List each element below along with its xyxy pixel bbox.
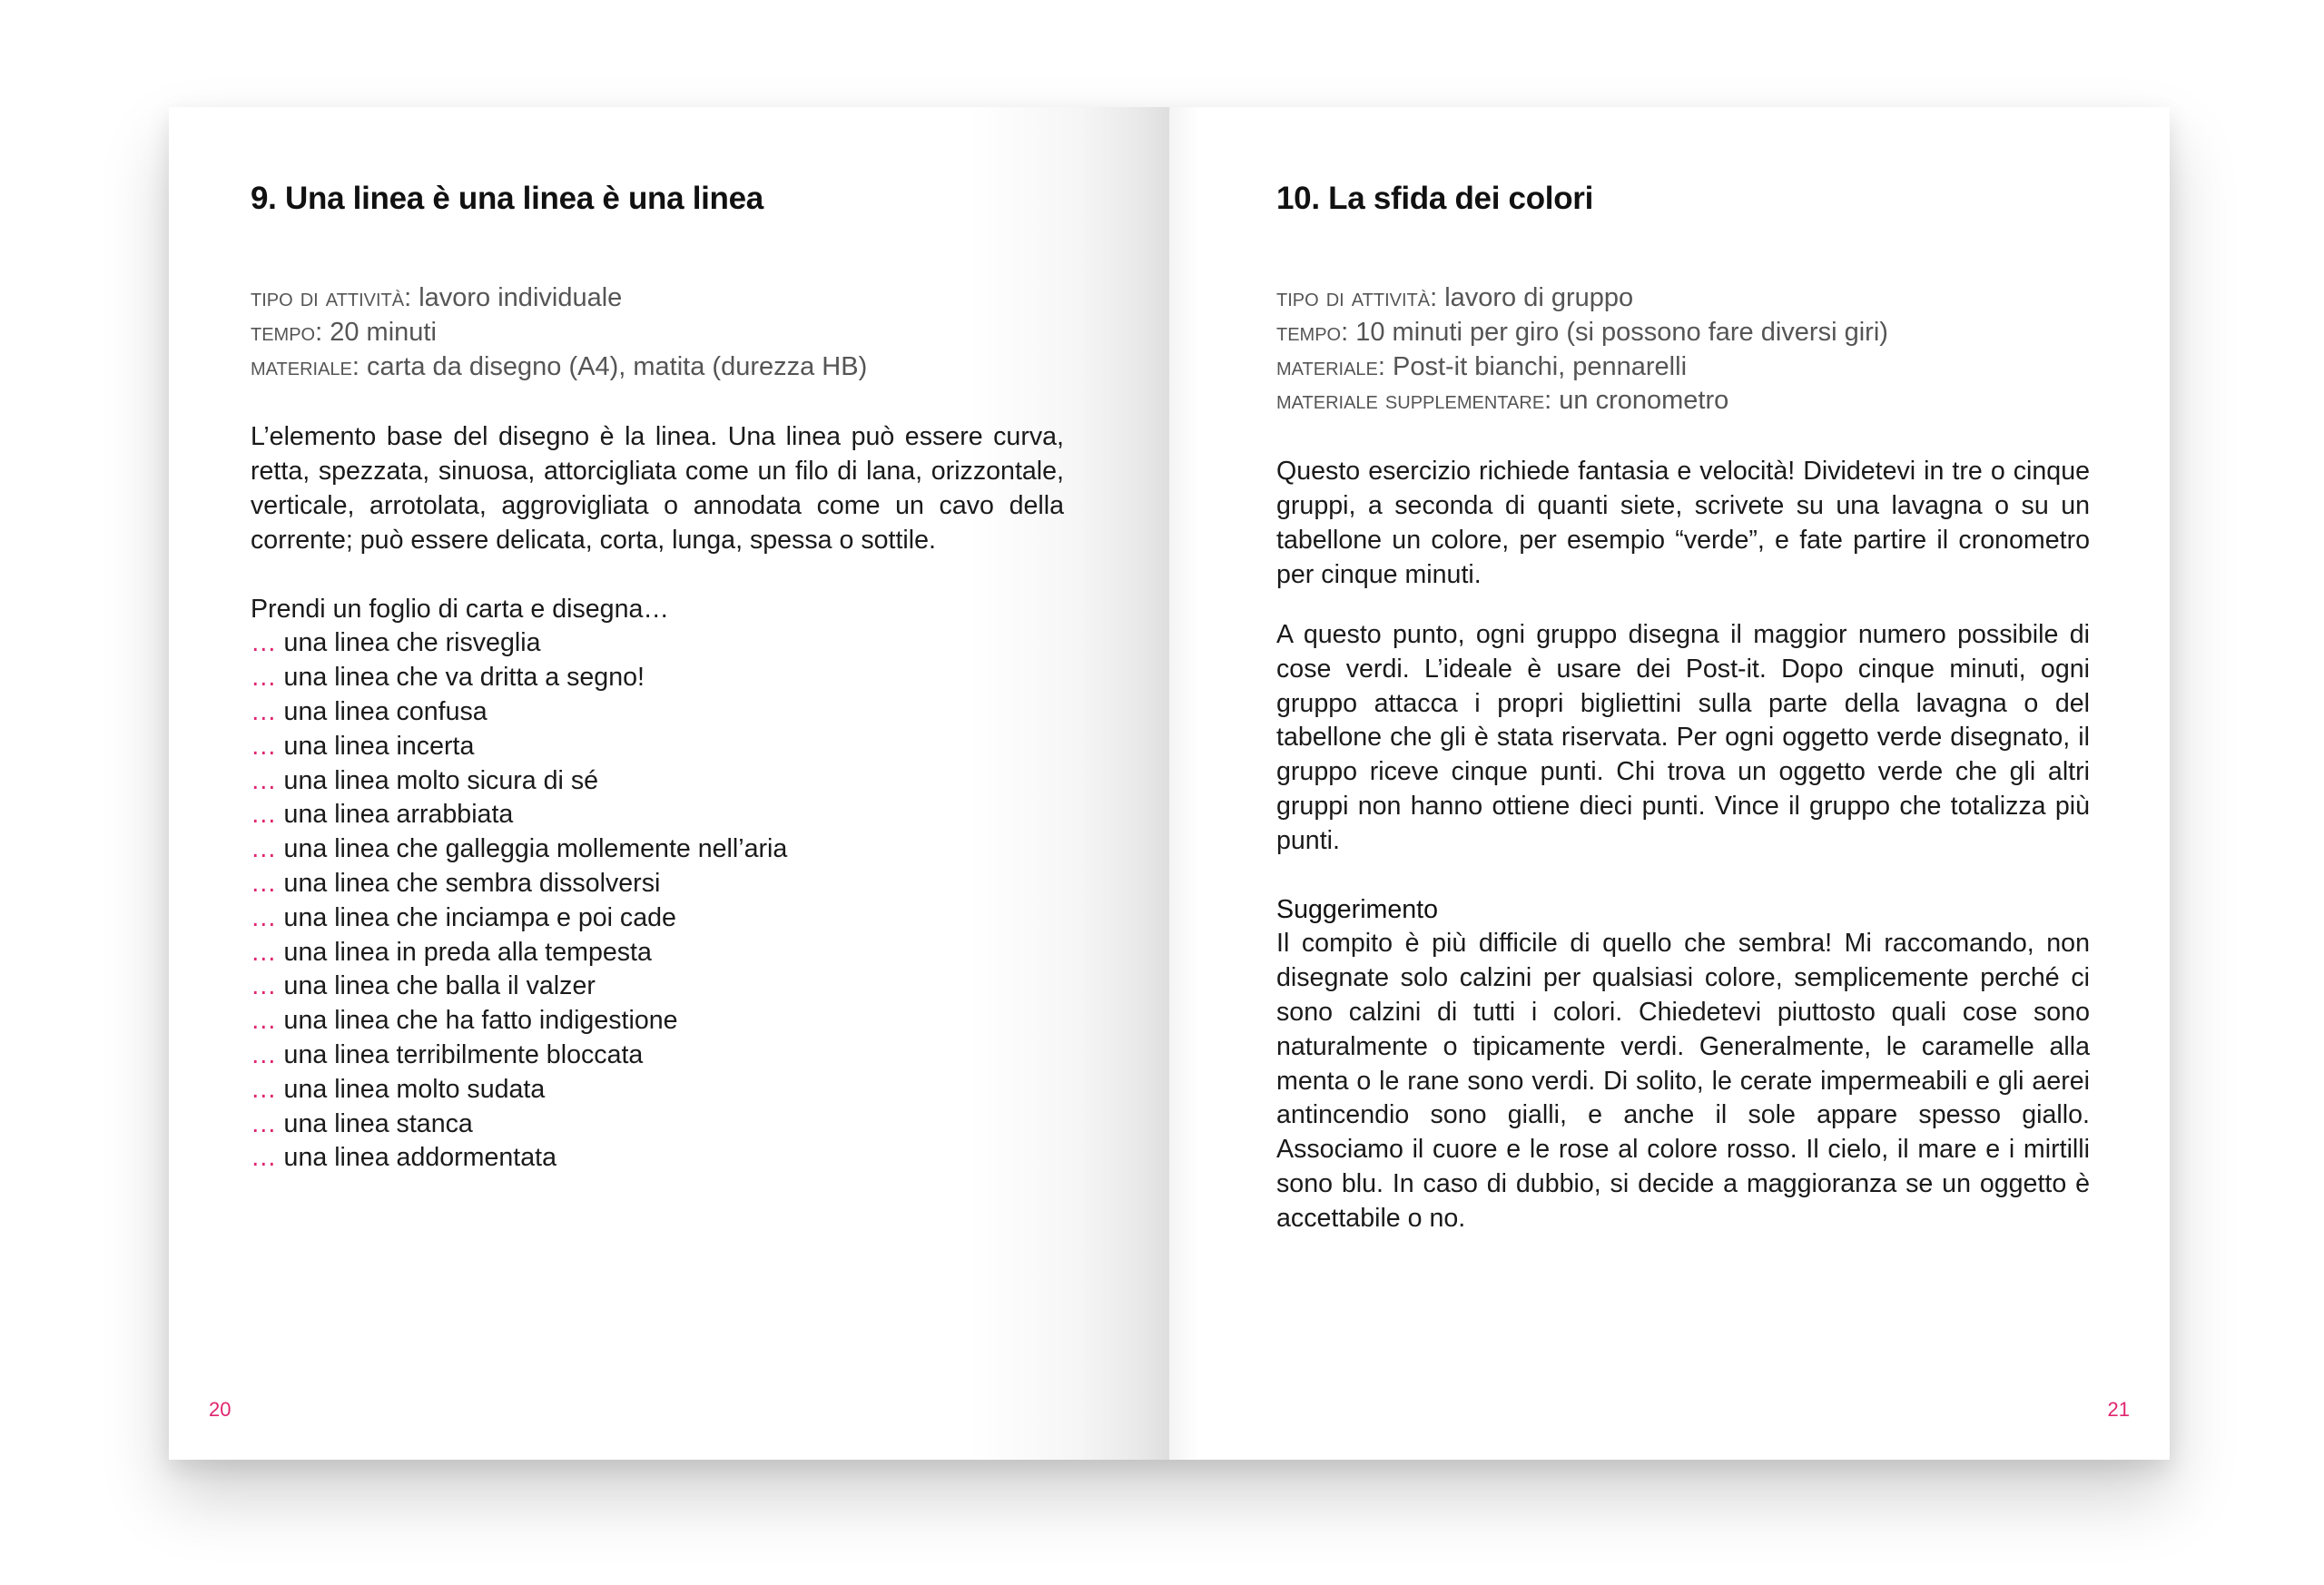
meta-label: materiale: xyxy=(1276,351,1385,381)
list-item-text: una linea terribilmente bloccata xyxy=(276,1039,644,1069)
page-number: 21 xyxy=(2107,1398,2130,1421)
ellipsis-bullet: … xyxy=(251,765,277,795)
list-item-text: una linea addormentata xyxy=(276,1143,556,1173)
ellipsis-bullet: … xyxy=(251,937,277,967)
activity-10-paragraph-1: Questo esercizio richiede fantasia e velocità! Dividetevi in tre o cinque gruppi, a seconda di quanti siete, scrivete su una lavagna o su un tabellone un colore, per esempio “verde”, e fate partire il cronometro per cinque minuti. xyxy=(1276,457,2090,589)
list-item xyxy=(251,936,1064,970)
meta-label: tipo di attività: xyxy=(1276,283,1438,312)
activity-10-paragraph-2: A questo punto, ogni gruppo disegna il maggior numero possibile di cose verdi. L’ideale è usare dei Post-it. Dopo cinque minuti, ogni gruppo attacca i propri bigliettini sulla parte della lavagna o del tabellone che gli è stata riservata. Per ogni oggetto verde disegnato, il gruppo riceve cinque punti. Chi trova un oggetto verde che gli altri gruppi non hanno ottiene dieci punti. Vince il gruppo che totalizza più punti. xyxy=(1276,619,2090,855)
list-item xyxy=(251,1039,1064,1073)
activity-9-meta xyxy=(251,281,1064,384)
meta-label: materiale supplementare: xyxy=(1276,386,1552,416)
book-spread xyxy=(169,107,2170,1460)
list-item xyxy=(251,867,1064,901)
meta-value: 10 minuti per giro (si possono fare diversi giri) xyxy=(1348,317,1888,347)
meta-row-time xyxy=(251,316,1064,350)
list-item-text: una linea in preda alla tempesta xyxy=(276,937,652,967)
tip-heading: Suggerimento xyxy=(1276,894,1439,924)
page-number: 20 xyxy=(209,1398,231,1421)
ellipsis-bullet: … xyxy=(251,731,277,761)
ellipsis-bullet: … xyxy=(251,902,277,932)
meta-row-extra-material xyxy=(1276,384,2090,418)
list-item xyxy=(251,695,1064,730)
ellipsis-bullet: … xyxy=(251,1108,277,1138)
ellipsis-bullet: … xyxy=(251,1039,277,1069)
meta-label: tempo: xyxy=(251,317,323,347)
list-item-text: una linea confusa xyxy=(276,696,487,726)
meta-value: carta da disegno (A4), matita (durezza HB) xyxy=(359,351,868,381)
list-item-text: una linea incerta xyxy=(276,731,475,761)
list-item-text: una linea molto sicura di sé xyxy=(276,765,599,795)
meta-row-time xyxy=(1276,316,2090,350)
list-item xyxy=(251,832,1064,867)
tip-paragraph: Il compito è più difficile di quello che sembra! Mi raccomando, non disegnate solo calzini per qualsiasi colore, semplicemente perché ci sono calzini di tutti i colori. Chiedetevi piuttosto quali cose sono naturalmente o tipicamente verdi. Generalmente, le caramelle alla menta o le rane sono verdi. Di solito, le cerate impermeabili e gli aerei antincendio sono gialli, e anche il sole appare spesso giallo. Associamo il cuore e le rose al colore rosso. Il cielo, il mare e i mirtilli sono blu. In caso di dubbio, si decide a maggioranza se un oggetto è accettabile o no. xyxy=(1276,929,2090,1233)
list-item-text: una linea molto sudata xyxy=(276,1074,546,1104)
ellipsis-bullet: … xyxy=(251,834,277,864)
ellipsis-bullet: … xyxy=(251,663,277,693)
meta-row-type xyxy=(251,281,1064,316)
meta-label: materiale: xyxy=(251,351,359,381)
list-item-text: una linea che balla il valzer xyxy=(276,971,596,1001)
right-page xyxy=(1169,107,2170,1460)
meta-value: lavoro di gruppo xyxy=(1437,283,1634,312)
list-item-text: una linea che risveglia xyxy=(276,628,541,658)
list-item-text: una linea che va dritta a segno! xyxy=(276,663,645,693)
ellipsis-bullet: … xyxy=(251,1143,277,1173)
meta-label: tempo: xyxy=(1276,317,1349,347)
ellipsis-bullet: … xyxy=(251,868,277,898)
ellipsis-bullet: … xyxy=(251,628,277,658)
meta-label: tipo di attività: xyxy=(251,283,412,312)
ellipsis-bullet: … xyxy=(251,1006,277,1036)
line-list xyxy=(251,593,1064,1176)
list-item-text: una linea che galleggia mollemente nell’aria xyxy=(276,834,788,864)
activity-9-title: 9. Una linea è una linea è una linea xyxy=(251,181,763,216)
meta-row-material xyxy=(251,350,1064,385)
list-item-text: una linea che sembra dissolversi xyxy=(276,868,661,898)
ellipsis-bullet: … xyxy=(251,696,277,726)
list-item xyxy=(251,1141,1064,1176)
list-item xyxy=(251,1108,1064,1142)
list-prompt: Prendi un foglio di carta e disegna… xyxy=(251,594,669,624)
meta-value: un cronometro xyxy=(1551,386,1729,416)
ellipsis-bullet: … xyxy=(251,800,277,830)
list-item xyxy=(251,970,1064,1004)
list-item-text: una linea arrabbiata xyxy=(276,800,514,830)
activity-9-intro: L’elemento base del disegno è la linea. Una linea può essere curva, retta, spezzata, sinuosa, attorcigliata come un filo di lana, orizzontale, verticale, arrotolata, aggrovigliata o annodata come un cavo della corrente; può essere delicata, corta, lunga, spessa o sottile. xyxy=(251,422,1064,555)
list-item xyxy=(251,626,1064,661)
left-page xyxy=(169,107,1169,1460)
left-page-content xyxy=(251,180,1064,1176)
list-item xyxy=(251,764,1064,799)
ellipsis-bullet: … xyxy=(251,1074,277,1104)
right-page-content xyxy=(1276,180,2090,1262)
list-item xyxy=(251,901,1064,936)
meta-row-material xyxy=(1276,350,2090,385)
list-item-text: una linea stanca xyxy=(276,1108,473,1138)
list-item-text: una linea che inciampa e poi cade xyxy=(276,902,676,932)
activity-10-title: 10. La sfida dei colori xyxy=(1276,181,1594,216)
meta-row-type xyxy=(1276,281,2090,316)
meta-value: Post-it bianchi, pennarelli xyxy=(1384,351,1688,381)
ellipsis-bullet: … xyxy=(251,971,277,1001)
list-item xyxy=(251,661,1064,695)
activity-10-meta xyxy=(1276,281,2090,418)
list-item-text: una linea che ha fatto indigestione xyxy=(276,1006,678,1036)
list-item xyxy=(251,798,1064,832)
list-item xyxy=(251,1004,1064,1039)
list-item xyxy=(251,730,1064,764)
meta-value: lavoro individuale xyxy=(411,283,623,312)
meta-value: 20 minuti xyxy=(322,317,437,347)
list-item xyxy=(251,1073,1064,1108)
